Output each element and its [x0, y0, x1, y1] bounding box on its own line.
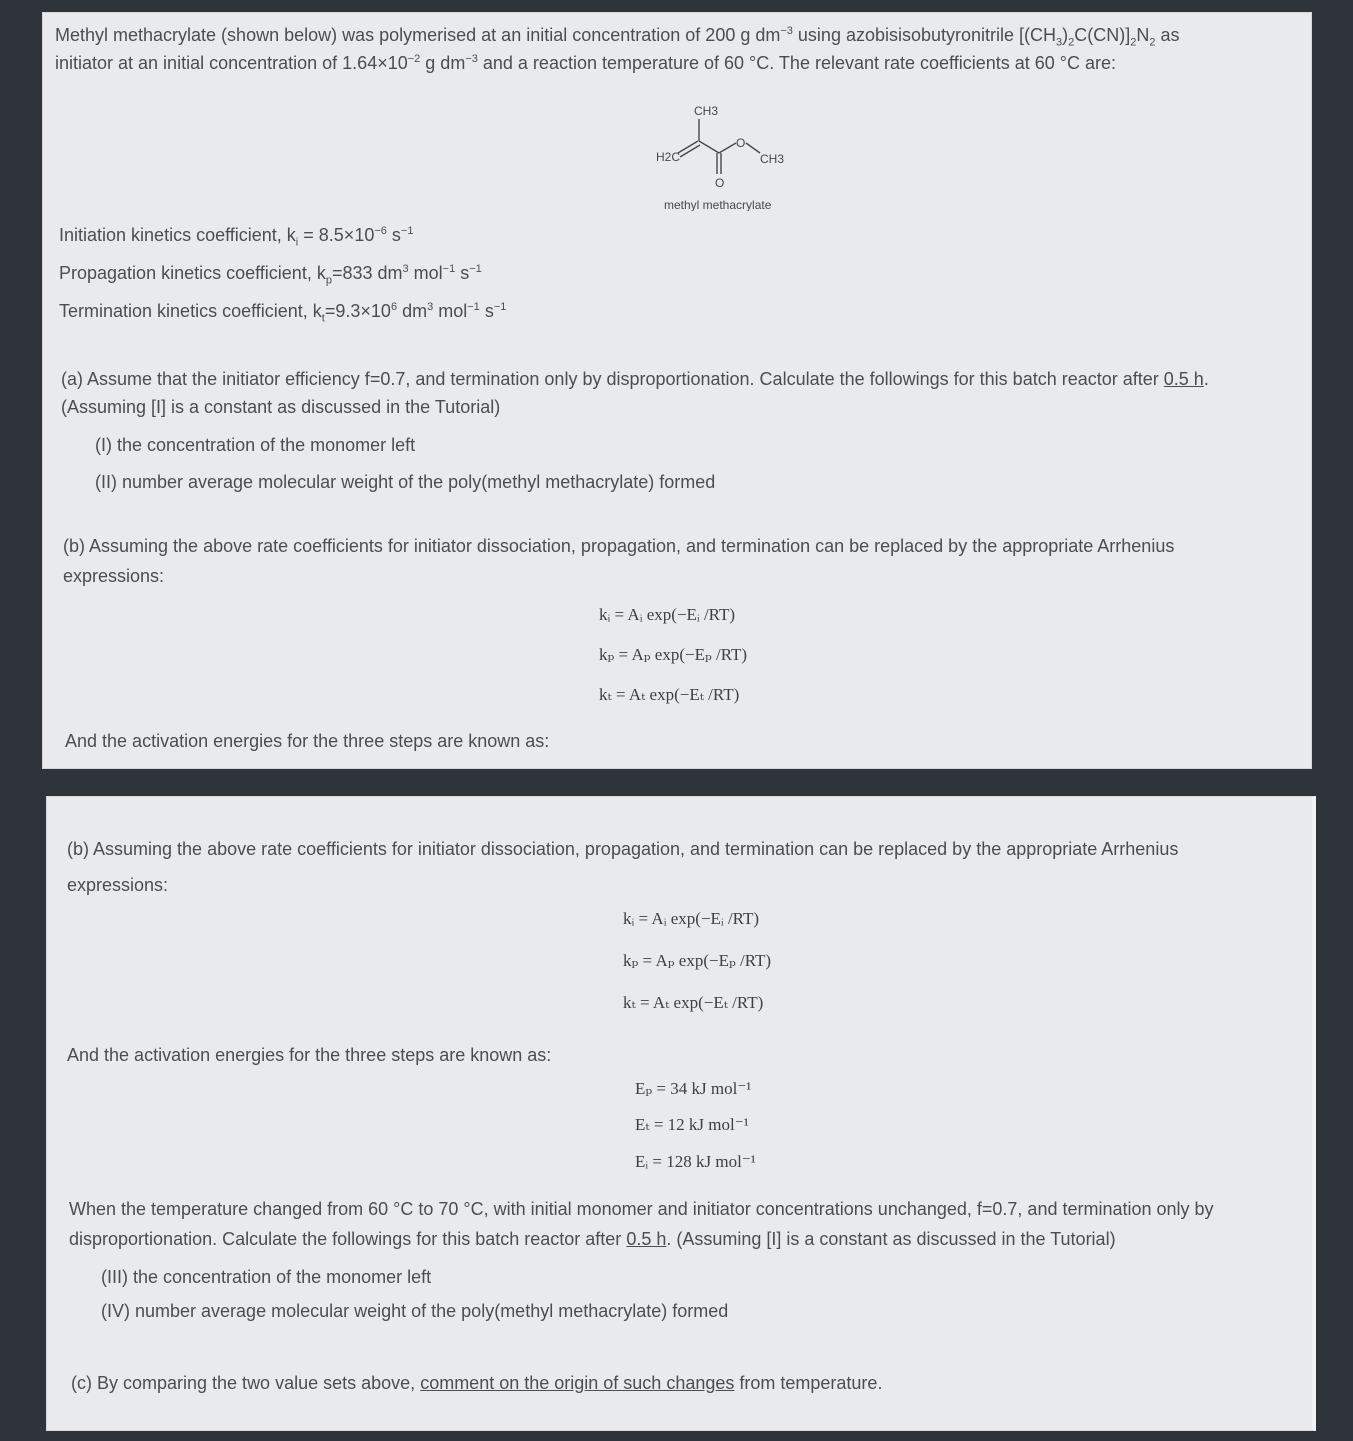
structure-label-h2c: H2C [656, 150, 681, 164]
intro-text: Methyl methacrylate (shown below) was polymerised at an initial concentration of 200 g dm [55, 25, 781, 45]
part-item-iii: (III) the concentration of the monomer left [101, 1267, 432, 1287]
activation-energy-initiation: Eᵢ = 128 kJ mol⁻¹ [635, 1152, 756, 1171]
when-text: . (Assuming [I] is a constant as discussed in the Tutorial) [666, 1229, 1116, 1249]
initiation-coefficient: Initiation kinetics coefficient, $k_i = 8.5\times 10^{-6}$ $s^{-1}$ [59, 225, 414, 249]
question-panel-top [42, 12, 1312, 769]
part-a-line-1: (a) Assume that the initiator efficiency f=0.7, and termination only by disproportionation. Calculate the followings for this batch reactor after 0.5 h. [61, 369, 1209, 389]
when-text: disproportionation. Calculate the followings for this batch reactor after [69, 1229, 622, 1249]
ki-label: Initiation kinetics coefficient, k [59, 225, 296, 245]
intro-line-1: Methyl methacrylate (shown below) was polymerised at an initial concentration of 200 g $dm^{-3}$ using azobisisobutyronitrile $[(CH_3)_2C(CN)]_2N_2$ as [55, 25, 1180, 49]
termination-coefficient: Termination kinetics coefficient, $k_t=9.3\times 10^6$ $dm^3$ mol$^{-1}$ $s^{-1}$ [59, 301, 507, 325]
arrhenius-eq-initiation: kᵢ = Aᵢ exp(−Eᵢ /RT) [623, 909, 760, 928]
intro-text: C(CN)] [1074, 25, 1131, 45]
activation-energy-propagation: Eₚ = 34 kJ mol⁻¹ [635, 1079, 752, 1098]
arrhenius-eq-propagation: kₚ = Aₚ exp(−Eₚ /RT) [623, 951, 772, 970]
intro-text: as [1160, 25, 1180, 45]
kp-value: =833 dm [331, 263, 403, 283]
intro-text: N [1136, 25, 1150, 45]
structure-caption: methyl methacrylate [664, 198, 772, 211]
arrhenius-eq-propagation: kₚ = Aₚ exp(−Eₚ /RT) [599, 645, 748, 664]
part-c-text: (c) By comparing the two value sets above, [71, 1373, 416, 1393]
kp-unit: s [460, 263, 470, 283]
kt-label: Termination kinetics coefficient, k [59, 301, 322, 321]
intro-text: and a reaction temperature of 60 °C. The relevant rate coefficients at 60 °C are: [482, 53, 1116, 73]
structure-label-ch3-top: CH3 [694, 104, 719, 118]
activation-energy-termination: Eₜ = 12 kJ mol⁻¹ [635, 1115, 749, 1134]
ki-value: = 8.5×10 [303, 225, 375, 245]
part-a-line-2: (Assuming [I] is a constant as discussed in the Tutorial) [61, 397, 501, 417]
question-panel-bottom [46, 796, 1316, 1431]
kp-label: Propagation kinetics coefficient, k [59, 263, 326, 283]
when-time: 0.5 h [626, 1229, 667, 1249]
propagation-coefficient: Propagation kinetics coefficient, $k_p=833$ $dm^3$ mol$^{-1}$ $s^{-1}$ [59, 263, 482, 287]
activation-energies-intro: And the activation energies for the three steps are known as: [67, 1045, 552, 1065]
part-a-item-ii: (II) number average molecular weight of the poly(methyl methacrylate) formed [95, 472, 716, 492]
intro-text: using azobisisobutyronitrile [(CH [797, 25, 1057, 45]
intro-line-2: initiator at an initial concentration of $1.64\times 10^{-2}$ g $dm^{-3}$ and a reaction temperature of 60 °C. The relevant rate coefficients at 60 °C are: [55, 53, 1116, 73]
intro-text: ) [1062, 25, 1069, 45]
part-b-line-1: (b) Assuming the above rate coefficients for initiator dissociation, propagation, and termination can be replaced by the appropriate Arrhenius [67, 839, 1179, 859]
part-a-time: 0.5 h [1163, 369, 1204, 389]
part-item-iv: (IV) number average molecular weight of the poly(methyl methacrylate) formed [101, 1301, 729, 1321]
arrhenius-eq-initiation: kᵢ = Aᵢ exp(−Eᵢ /RT) [599, 605, 736, 624]
part-c [71, 1371, 882, 1395]
ki-unit: s [391, 225, 401, 245]
structure-label-ch3-right: CH3 [760, 152, 785, 166]
kt-unit: dm [402, 301, 428, 321]
kt-unit: s [484, 301, 494, 321]
part-a-item-i: (I) the concentration of the monomer left [95, 435, 416, 455]
kp-unit: mol [413, 263, 443, 283]
kt-value: =9.3×10 [324, 301, 391, 321]
structure-label-o-carbonyl: O [715, 176, 725, 190]
part-when-line-1: When the temperature changed from 60 °C to 70 °C, with initial monomer and initiator concentrations unchanged, f=0.7, and termination only by [69, 1199, 1214, 1219]
arrhenius-eq-termination: kₜ = Aₜ exp(−Eₜ /RT) [623, 993, 764, 1012]
structure-label-o-ester: O [736, 136, 746, 150]
part-b-line-2: expressions: [67, 875, 169, 895]
intro-text: initiator at an initial concentration of 1.64×10 [55, 53, 408, 73]
activation-energies-intro: And the activation energies for the three steps are known as: [65, 731, 550, 751]
intro-text: g dm [425, 53, 466, 73]
part-b-line-1: (b) Assuming the above rate coefficients for initiator dissociation, propagation, and termination can be replaced by the appropriate Arrhenius [63, 536, 1175, 556]
part-a-text: (a) Assume that the initiator efficiency f=0.7, and termination only by disproportionation. Calculate the followings for this batch reactor after [61, 369, 1159, 389]
part-when-line-2 [69, 1227, 1116, 1251]
part-c-text: from temperature. [739, 1373, 883, 1393]
part-b-line-2: expressions: [63, 566, 165, 586]
part-c-emphasis: comment on the origin of such changes [420, 1373, 735, 1393]
arrhenius-eq-termination: kₜ = Aₜ exp(−Eₜ /RT) [599, 685, 740, 704]
kt-unit: mol [438, 301, 468, 321]
methyl-methacrylate-structure [608, 101, 808, 211]
